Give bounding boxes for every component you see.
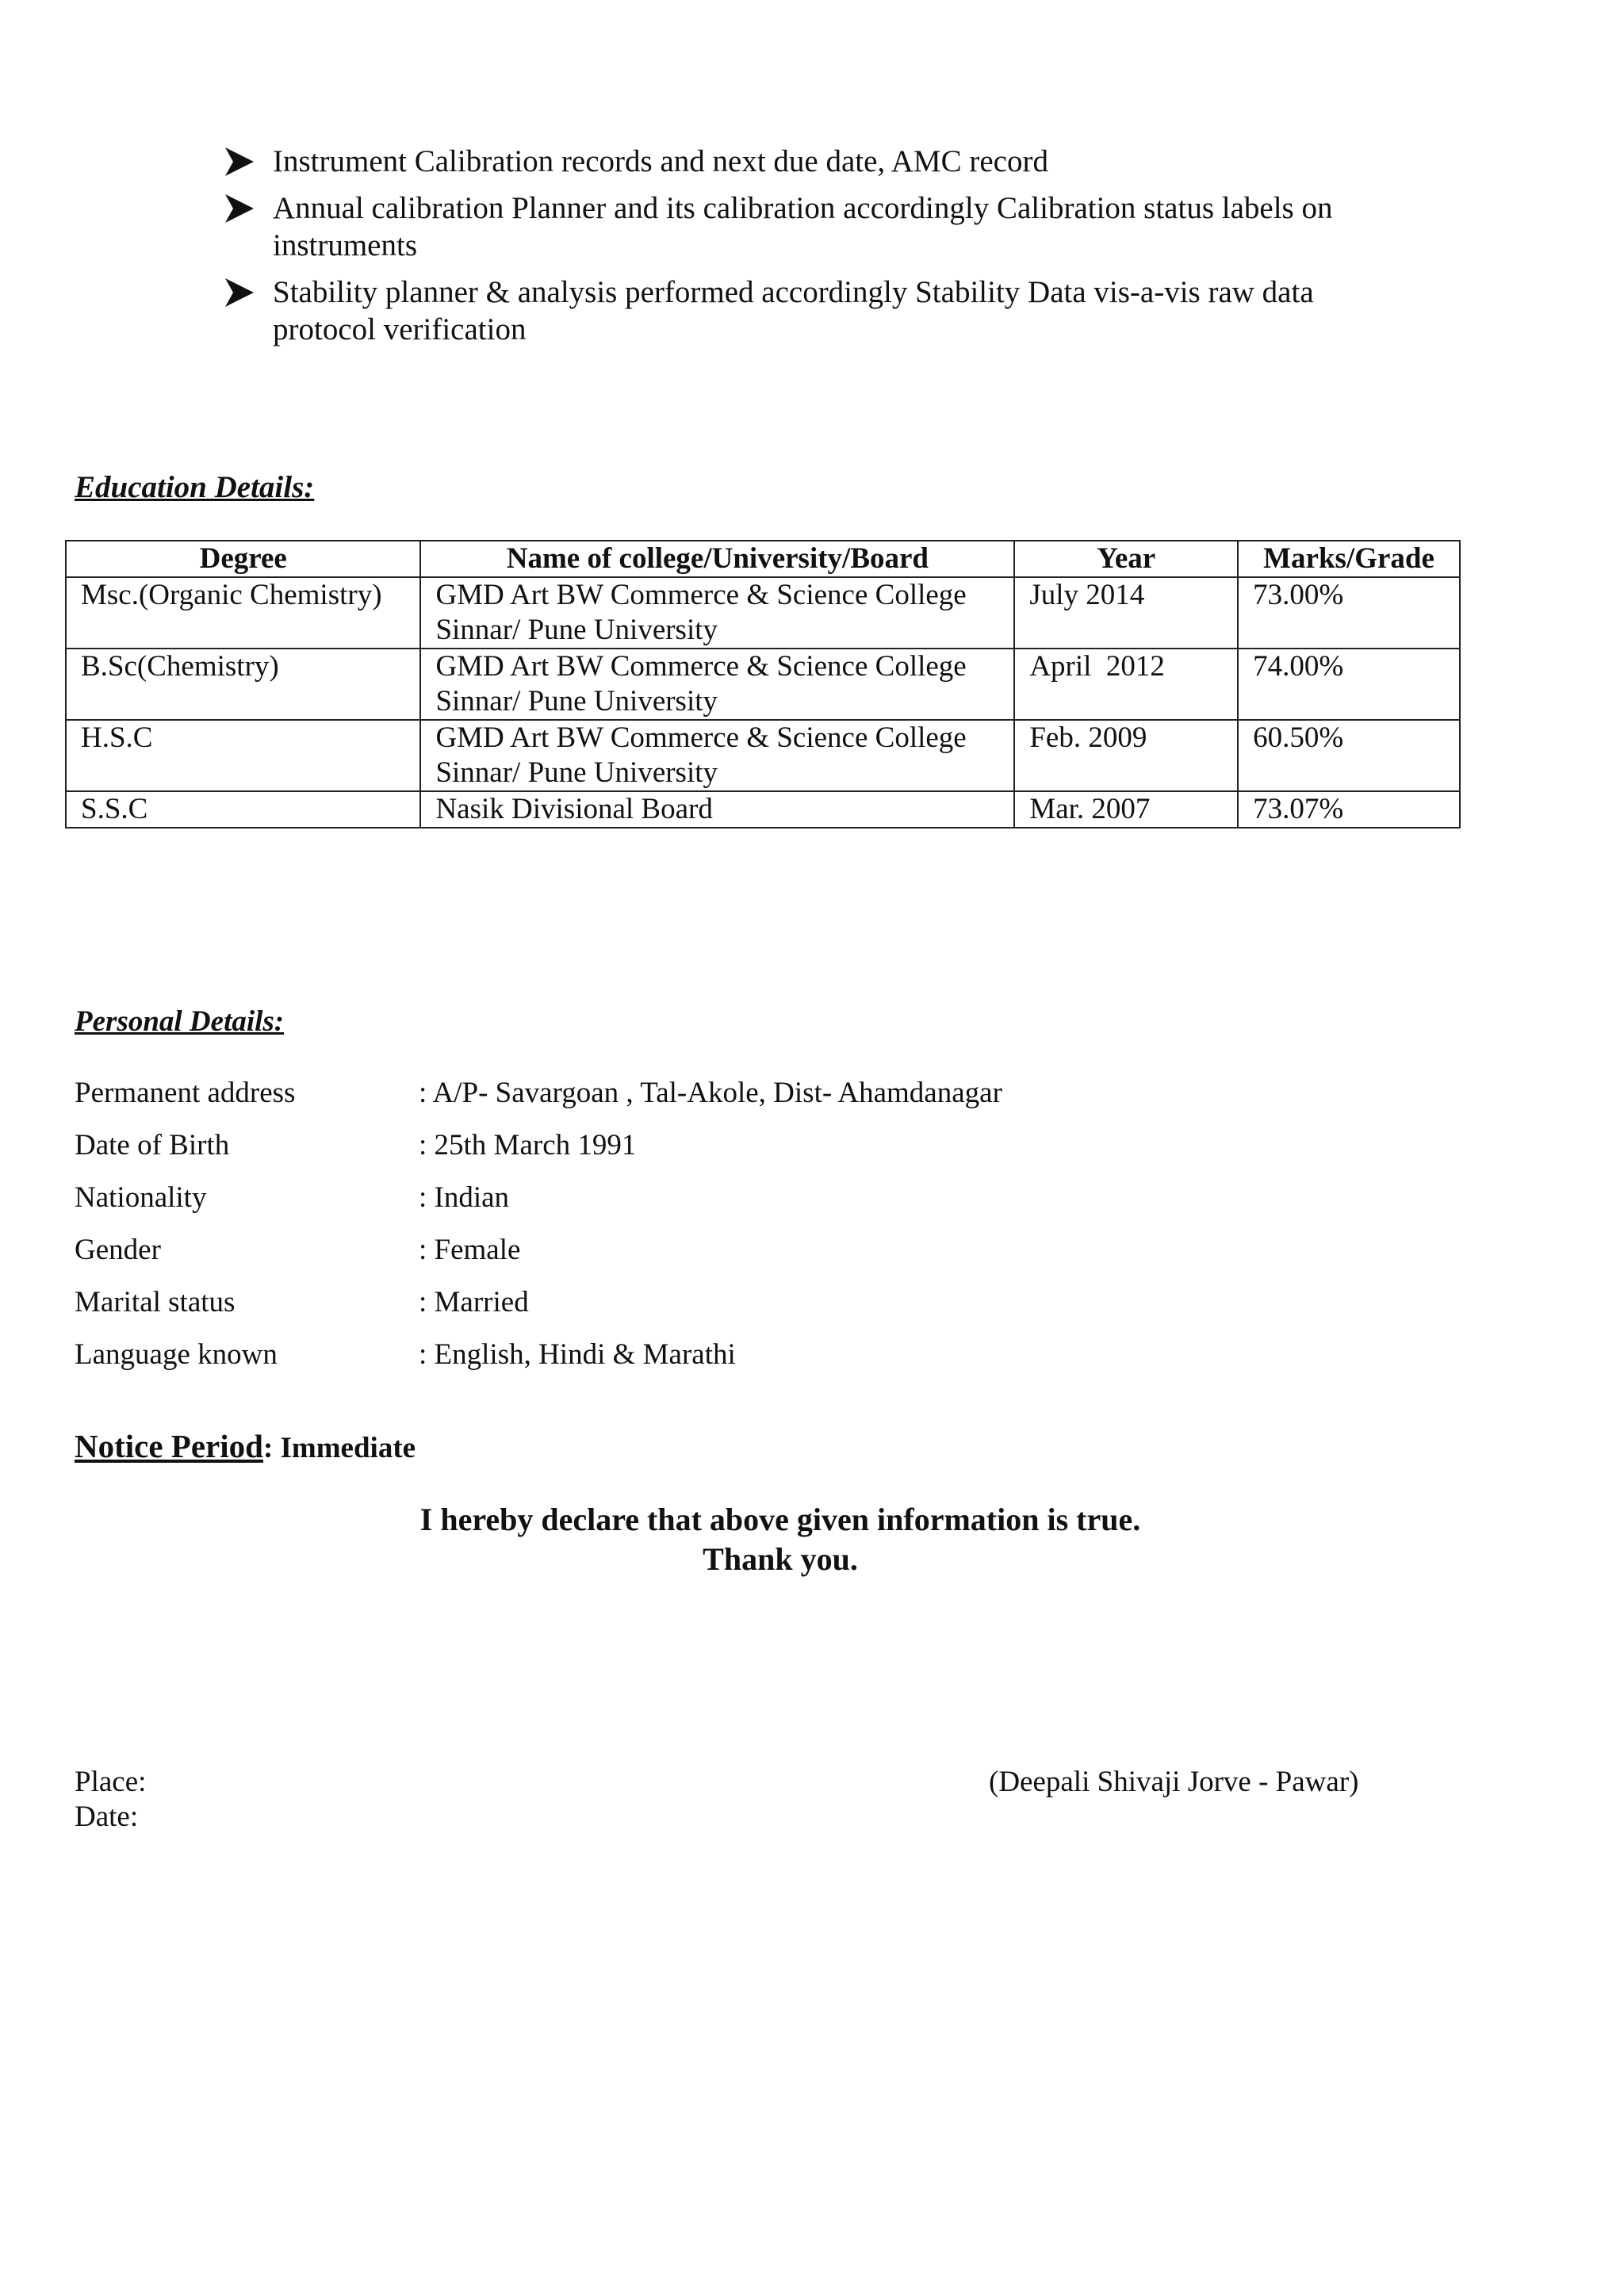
thank-you-text: Thank you. — [703, 1541, 858, 1577]
bullet-line: protocol verification — [273, 312, 527, 346]
personal-value: : A/P- Savargoan , Tal-Akole, Dist- Ahamdanagar — [419, 1077, 1002, 1109]
degree-cell: B.Sc(Chemistry) — [66, 649, 420, 720]
notice-period — [75, 1427, 416, 1465]
place-label: Place: — [75, 1766, 147, 1798]
degree-cell: H.S.C — [66, 720, 420, 791]
personal-value: : Married — [419, 1286, 529, 1318]
personal-label: Nationality — [75, 1181, 207, 1214]
personal-label: Language known — [75, 1338, 278, 1371]
column-header-year: Year — [1014, 541, 1238, 577]
marks-cell: 73.00% — [1238, 577, 1460, 649]
bullet-item — [222, 143, 1459, 180]
marks-cell: 73.07% — [1238, 791, 1460, 828]
marks-cell: 74.00% — [1238, 649, 1460, 720]
bullet-item — [222, 189, 1459, 264]
table-header-row — [66, 541, 1460, 577]
college-line: GMD Art BW Commerce & Science College — [435, 650, 967, 683]
personal-label: Marital status — [75, 1286, 236, 1318]
college-line: Sinnar/ Pune University — [435, 756, 718, 789]
college-line: Nasik Divisional Board — [435, 793, 713, 825]
college-cell — [420, 649, 1014, 720]
personal-value: : Female — [419, 1234, 521, 1266]
education-heading: Education Details: — [75, 470, 315, 504]
college-line: Sinnar/ Pune University — [435, 685, 718, 718]
degree-cell: S.S.C — [66, 791, 420, 828]
column-header-degree: Degree — [66, 541, 420, 577]
personal-label: Gender — [75, 1234, 161, 1266]
date-label: Date: — [75, 1800, 139, 1833]
personal-label: Date of Birth — [75, 1129, 230, 1161]
arrow-bullet-icon — [222, 144, 257, 179]
table-row — [66, 791, 1460, 828]
bullet-line: Annual calibration Planner and its calibration accordingly Calibration status labels on — [273, 191, 1333, 225]
personal-value: : Indian — [419, 1181, 510, 1214]
personal-value: : 25th March 1991 — [419, 1129, 637, 1161]
year-cell: Feb. 2009 — [1014, 720, 1238, 791]
degree-cell: Msc.(Organic Chemistry) — [66, 577, 420, 649]
table-row — [66, 577, 1460, 649]
notice-period-value: : Immediate — [262, 1432, 416, 1464]
declaration-text: I hereby declare that above given information is true. — [419, 1502, 1141, 1537]
college-line: Sinnar/ Pune University — [435, 614, 718, 646]
year-cell: Mar. 2007 — [1014, 791, 1238, 828]
personal-label: Permanent address — [75, 1077, 296, 1109]
college-line: GMD Art BW Commerce & Science College — [435, 579, 967, 611]
table-row — [66, 720, 1460, 791]
college-cell — [420, 577, 1014, 649]
bullet-text: Instrument Calibration records and next due date, AMC record — [273, 144, 1048, 178]
table-row — [66, 649, 1460, 720]
signature-name: (Deepali Shivaji Jorve - Pawar) — [989, 1766, 1359, 1798]
education-table — [65, 540, 1461, 828]
column-header-marks: Marks/Grade — [1238, 541, 1460, 577]
personal-value: : English, Hindi & Marathi — [419, 1338, 736, 1371]
marks-cell: 60.50% — [1238, 720, 1460, 791]
year-cell: April 2012 — [1014, 649, 1238, 720]
bullet-list — [222, 143, 1459, 358]
bullet-line: instruments — [273, 228, 417, 262]
bullet-line: Stability planner & analysis performed accordingly Stability Data vis-a-vis raw data — [273, 275, 1314, 309]
personal-heading: Personal Details: — [75, 1005, 285, 1038]
college-cell — [420, 720, 1014, 791]
year-cell: July 2014 — [1014, 577, 1238, 649]
column-header-college: Name of college/University/Board — [420, 541, 1014, 577]
notice-period-label: Notice Period — [75, 1428, 263, 1464]
bullet-item — [222, 274, 1459, 348]
college-cell — [420, 791, 1014, 828]
arrow-bullet-icon — [222, 191, 257, 226]
arrow-bullet-icon — [222, 275, 257, 310]
college-line: GMD Art BW Commerce & Science College — [435, 721, 967, 754]
